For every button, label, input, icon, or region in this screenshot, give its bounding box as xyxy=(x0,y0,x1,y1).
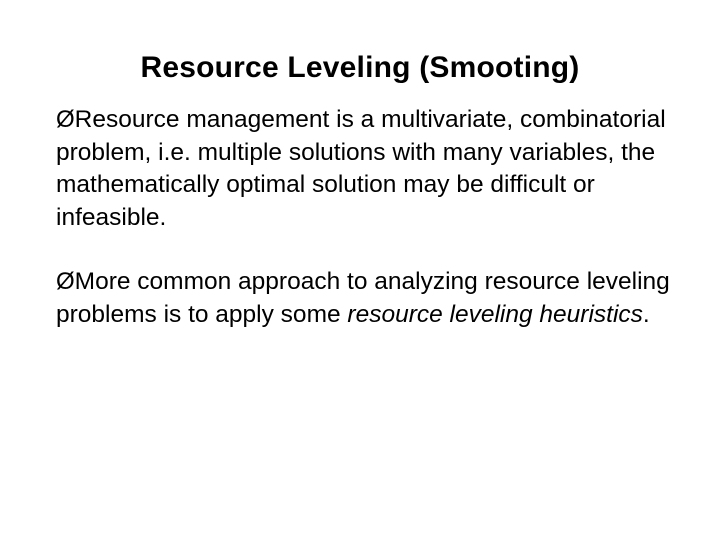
bullet-emphasis: resource leveling heuristics xyxy=(347,300,643,328)
slide-title: Resource Leveling (Smooting) xyxy=(140,51,580,84)
bullet-item xyxy=(56,104,696,234)
bullet-text-end: . xyxy=(642,300,650,328)
arrow-bullet-icon: Ø xyxy=(56,106,75,133)
bullet-text: Resource management is a multivariate, combinatorial problem, i.e. multiple solutions with many variables, the mathematically optimal solution may be difficult or infeasible. xyxy=(56,106,666,231)
bullet-text: More common approach to analyzing resource leveling problems is to apply some xyxy=(56,268,670,328)
bullet-item xyxy=(56,266,696,331)
arrow-bullet-icon: Ø xyxy=(56,268,75,295)
bullet-list xyxy=(56,104,696,331)
